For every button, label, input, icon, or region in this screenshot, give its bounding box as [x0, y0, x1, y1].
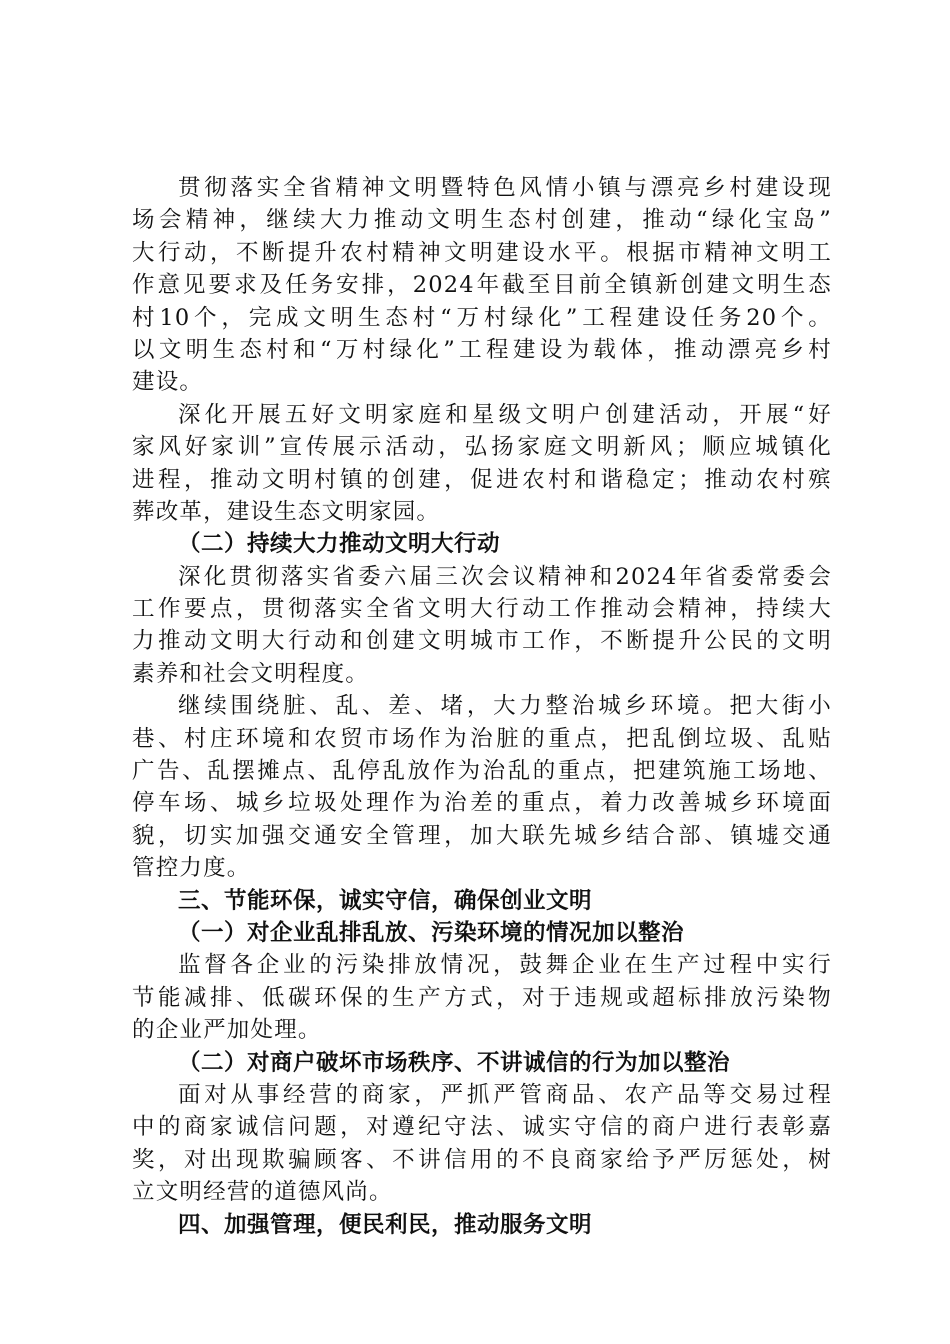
paragraph-eco-village — [132, 172, 832, 399]
text-line: 的企业严加处理。 — [132, 1017, 322, 1044]
text-line: 停车场、城乡垃圾处理作为治差的重点，着力改善城乡环境面 — [132, 790, 832, 817]
text-line: 素养和社会文明程度。 — [132, 660, 370, 687]
text-line: 家风好家训”宣传展示活动，弘扬家庭文明新风；顺应城镇化 — [132, 434, 832, 461]
text-line: 工作要点，贯彻落实全省文明大行动工作推动会精神，持续大 — [132, 596, 832, 623]
text-line: 建设。 — [132, 369, 204, 396]
text-line: 面对从事经营的商家，严抓严管商品、农产品等交易过程 — [178, 1081, 832, 1108]
paragraph-civilized-families — [132, 399, 832, 529]
text-line: 立文明经营的道德风尚。 — [132, 1179, 393, 1206]
paragraph-merchant-integrity — [132, 1079, 832, 1209]
section-heading-civilization-campaign: （二）持续大力推动文明大行动 — [178, 531, 501, 558]
subsection-heading-merchant-integrity: （二）对商户破坏市场秩序、不讲诚信的行为加以整治 — [178, 1049, 731, 1076]
text-line: 村10个，完成文明生态村“万村绿化”工程建设任务20个。 — [132, 304, 832, 331]
text-line: 深化开展五好文明家庭和星级文明户创建活动，开展“好 — [178, 401, 832, 428]
text-line: 监督各企业的污染排放情况，鼓舞企业在生产过程中实行 — [178, 952, 832, 979]
text-line: 大行动，不断提升农村精神文明建设水平。根据市精神文明工 — [132, 239, 832, 266]
text-line: 广告、乱摆摊点、乱停乱放作为治乱的重点，把建筑施工场地、 — [132, 758, 832, 785]
text-line: 以文明生态村和“万村绿化”工程建设为载体，推动漂亮乡村 — [132, 336, 832, 363]
document-page — [132, 172, 832, 1241]
paragraph-urban-rural-environment — [132, 690, 832, 884]
text-line: 中的商家诚信问题，对遵纪守法、诚实守信的商户进行表彰嘉 — [132, 1114, 832, 1141]
section-heading-service-civilization: 四、加强管理，便民利民，推动服务文明 — [178, 1211, 593, 1238]
text-line: 场会精神，继续大力推动文明生态村创建，推动“绿化宝岛” — [132, 207, 832, 234]
text-line: 貌，切实加强交通安全管理，加大联先城乡结合部、镇墟交通 — [132, 822, 832, 849]
text-line: 力推动文明大行动和创建文明城市工作，不断提升公民的文明 — [132, 628, 832, 655]
text-line: 作意见要求及任务安排，2024年截至目前全镇新创建文明生态 — [132, 272, 832, 299]
text-line: 葬改革，建设生态文明家园。 — [132, 498, 441, 525]
paragraph-campaign-spirit — [132, 561, 832, 691]
paragraph-pollution-supervision — [132, 949, 832, 1046]
subsection-heading-enterprise-pollution: （一）对企业乱排乱放、污染环境的情况加以整治 — [178, 919, 685, 946]
text-line: 深化贯彻落实省委六届三次会议精神和2024年省委常委会 — [178, 563, 832, 590]
text-line: 贯彻落实全省精神文明暨特色风情小镇与漂亮乡村建设现 — [178, 175, 832, 201]
text-line: 巷、村庄环境和农贸市场作为治脏的重点，把乱倒垃圾、乱贴 — [132, 725, 832, 752]
text-line: 进程，推动文明村镇的创建，促进农村和谐稳定；推动农村殡 — [132, 466, 832, 493]
text-line: 继续围绕脏、乱、差、堵，大力整治城乡环境。把大街小 — [178, 693, 832, 720]
text-line: 奖，对出现欺骗顾客、不讲信用的不良商家给予严厉惩处，树 — [132, 1146, 832, 1173]
section-heading-energy-saving: 三、节能环保，诚实守信，确保创业文明 — [178, 887, 593, 914]
text-line: 节能减排、低碳环保的生产方式，对于违规或超标排放污染物 — [132, 984, 832, 1011]
text-line: 管控力度。 — [132, 855, 251, 882]
